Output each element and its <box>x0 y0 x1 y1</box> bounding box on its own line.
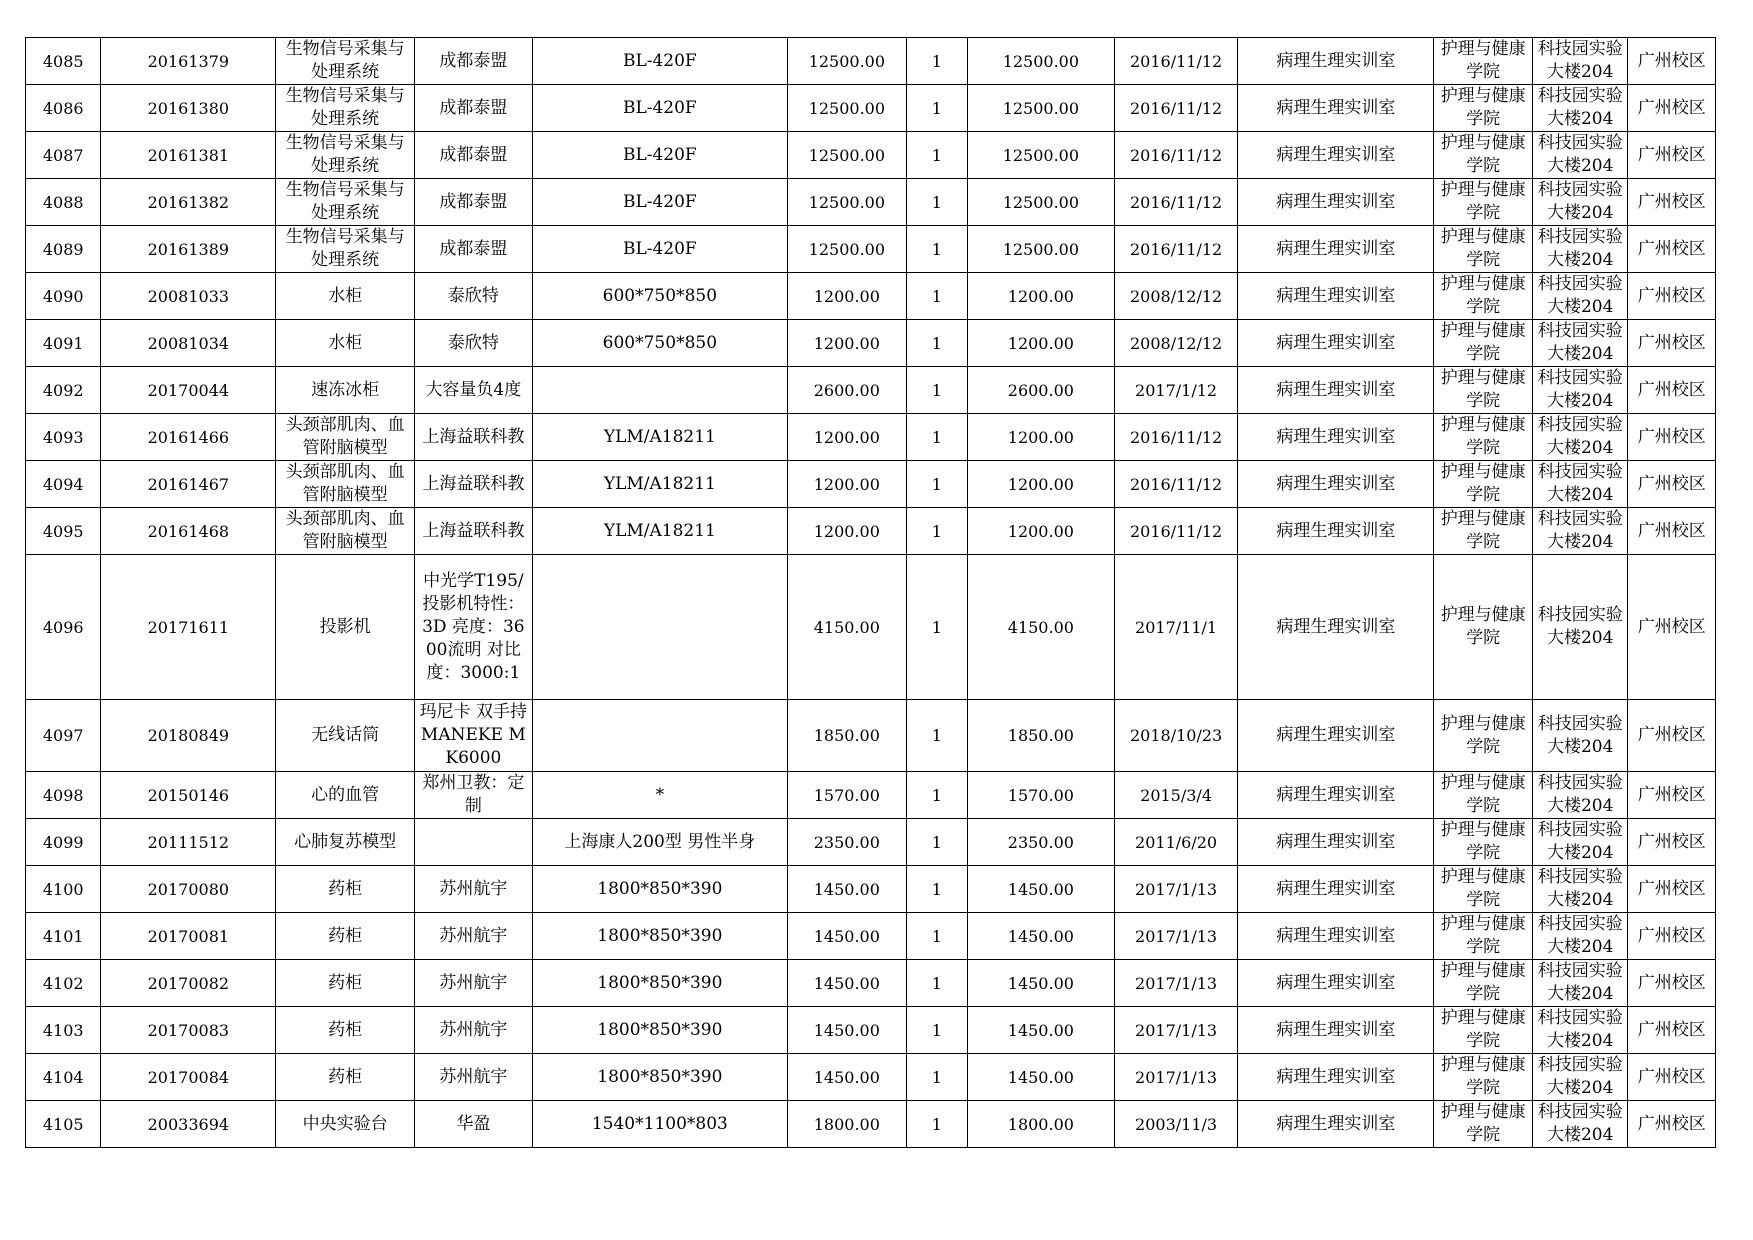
name-cell: 药柜 <box>276 960 415 1007</box>
college-cell: 护理与健康学院 <box>1434 38 1533 85</box>
location-cell: 科技园实验大楼204 <box>1532 1101 1628 1148</box>
location-cell: 科技园实验大楼204 <box>1532 226 1628 273</box>
name-cell: 生物信号采集与处理系统 <box>276 132 415 179</box>
model-cell <box>532 555 787 700</box>
table-row <box>26 508 1716 555</box>
campus-cell: 广州校区 <box>1628 461 1716 508</box>
brand-cell: 苏州航宇 <box>415 1007 533 1054</box>
seq-cell: 4104 <box>26 1054 101 1101</box>
asset-id-cell: 20170083 <box>101 1007 276 1054</box>
name-cell: 药柜 <box>276 1054 415 1101</box>
name-cell: 生物信号采集与处理系统 <box>276 38 415 85</box>
name-cell: 投影机 <box>276 555 415 700</box>
name-cell: 速冻冰柜 <box>276 367 415 414</box>
seq-cell: 4100 <box>26 866 101 913</box>
college-cell: 护理与健康学院 <box>1434 1007 1533 1054</box>
campus-cell: 广州校区 <box>1628 1054 1716 1101</box>
quantity-cell: 1 <box>906 819 967 866</box>
unit-price-cell: 1450.00 <box>788 913 907 960</box>
asset-id-cell: 20170084 <box>101 1054 276 1101</box>
location-cell: 科技园实验大楼204 <box>1532 866 1628 913</box>
campus-cell: 广州校区 <box>1628 866 1716 913</box>
campus-cell: 广州校区 <box>1628 132 1716 179</box>
purchase-date-cell: 2016/11/12 <box>1114 132 1238 179</box>
room-cell: 病理生理实训室 <box>1238 960 1434 1007</box>
table-row <box>26 913 1716 960</box>
purchase-date-cell: 2011/6/20 <box>1114 819 1238 866</box>
name-cell: 心的血管 <box>276 772 415 819</box>
campus-cell: 广州校区 <box>1628 273 1716 320</box>
model-cell: 1800*850*390 <box>532 1054 787 1101</box>
seq-cell: 4096 <box>26 555 101 700</box>
unit-price-cell: 1200.00 <box>788 508 907 555</box>
location-cell: 科技园实验大楼204 <box>1532 320 1628 367</box>
unit-price-cell: 12500.00 <box>788 38 907 85</box>
seq-cell: 4088 <box>26 179 101 226</box>
location-cell: 科技园实验大楼204 <box>1532 555 1628 700</box>
brand-cell: 苏州航宇 <box>415 913 533 960</box>
brand-cell: 大容量负4度 <box>415 367 533 414</box>
unit-price-cell: 1200.00 <box>788 273 907 320</box>
unit-price-cell: 12500.00 <box>788 132 907 179</box>
seq-cell: 4097 <box>26 700 101 772</box>
campus-cell: 广州校区 <box>1628 179 1716 226</box>
asset-id-cell: 20161389 <box>101 226 276 273</box>
table-row <box>26 866 1716 913</box>
room-cell: 病理生理实训室 <box>1238 700 1434 772</box>
asset-id-cell: 20161468 <box>101 508 276 555</box>
brand-cell: 上海益联科教 <box>415 508 533 555</box>
unit-price-cell: 4150.00 <box>788 555 907 700</box>
brand-cell: 泰欣特 <box>415 273 533 320</box>
room-cell: 病理生理实训室 <box>1238 273 1434 320</box>
asset-id-cell: 20180849 <box>101 700 276 772</box>
purchase-date-cell: 2017/1/12 <box>1114 367 1238 414</box>
table-row <box>26 700 1716 772</box>
purchase-date-cell: 2016/11/12 <box>1114 85 1238 132</box>
room-cell: 病理生理实训室 <box>1238 85 1434 132</box>
asset-id-cell: 20171611 <box>101 555 276 700</box>
seq-cell: 4089 <box>26 226 101 273</box>
room-cell: 病理生理实训室 <box>1238 508 1434 555</box>
campus-cell: 广州校区 <box>1628 320 1716 367</box>
college-cell: 护理与健康学院 <box>1434 226 1533 273</box>
seq-cell: 4099 <box>26 819 101 866</box>
asset-id-cell: 20161382 <box>101 179 276 226</box>
location-cell: 科技园实验大楼204 <box>1532 819 1628 866</box>
room-cell: 病理生理实训室 <box>1238 866 1434 913</box>
amount-cell: 12500.00 <box>967 85 1114 132</box>
purchase-date-cell: 2017/1/13 <box>1114 913 1238 960</box>
quantity-cell: 1 <box>906 1101 967 1148</box>
quantity-cell: 1 <box>906 913 967 960</box>
seq-cell: 4086 <box>26 85 101 132</box>
unit-price-cell: 12500.00 <box>788 179 907 226</box>
seq-cell: 4105 <box>26 1101 101 1148</box>
name-cell: 头颈部肌肉、血管附脑模型 <box>276 414 415 461</box>
asset-id-cell: 20033694 <box>101 1101 276 1148</box>
quantity-cell: 1 <box>906 132 967 179</box>
table-row <box>26 555 1716 700</box>
model-cell: YLM/A18211 <box>532 508 787 555</box>
campus-cell: 广州校区 <box>1628 1101 1716 1148</box>
table-row <box>26 772 1716 819</box>
location-cell: 科技园实验大楼204 <box>1532 1054 1628 1101</box>
unit-price-cell: 1450.00 <box>788 1054 907 1101</box>
name-cell: 中央实验台 <box>276 1101 415 1148</box>
amount-cell: 1200.00 <box>967 320 1114 367</box>
quantity-cell: 1 <box>906 866 967 913</box>
brand-cell: 玛尼卡 双手持MANEKE MK6000 <box>415 700 533 772</box>
room-cell: 病理生理实训室 <box>1238 1101 1434 1148</box>
table-row <box>26 132 1716 179</box>
room-cell: 病理生理实训室 <box>1238 555 1434 700</box>
seq-cell: 4091 <box>26 320 101 367</box>
location-cell: 科技园实验大楼204 <box>1532 367 1628 414</box>
table-row <box>26 819 1716 866</box>
asset-id-cell: 20161381 <box>101 132 276 179</box>
quantity-cell: 1 <box>906 1007 967 1054</box>
table-row <box>26 960 1716 1007</box>
location-cell: 科技园实验大楼204 <box>1532 179 1628 226</box>
quantity-cell: 1 <box>906 320 967 367</box>
campus-cell: 广州校区 <box>1628 85 1716 132</box>
campus-cell: 广州校区 <box>1628 960 1716 1007</box>
model-cell: YLM/A18211 <box>532 414 787 461</box>
amount-cell: 4150.00 <box>967 555 1114 700</box>
asset-id-cell: 20170044 <box>101 367 276 414</box>
amount-cell: 1450.00 <box>967 1054 1114 1101</box>
name-cell: 药柜 <box>276 866 415 913</box>
name-cell: 药柜 <box>276 913 415 960</box>
table-row <box>26 1054 1716 1101</box>
location-cell: 科技园实验大楼204 <box>1532 414 1628 461</box>
table-row <box>26 367 1716 414</box>
quantity-cell: 1 <box>906 414 967 461</box>
room-cell: 病理生理实训室 <box>1238 226 1434 273</box>
amount-cell: 1850.00 <box>967 700 1114 772</box>
brand-cell: 郑州卫教：定制 <box>415 772 533 819</box>
brand-cell: 苏州航宇 <box>415 866 533 913</box>
brand-cell: 成都泰盟 <box>415 85 533 132</box>
quantity-cell: 1 <box>906 38 967 85</box>
amount-cell: 12500.00 <box>967 226 1114 273</box>
model-cell: 1800*850*390 <box>532 960 787 1007</box>
purchase-date-cell: 2016/11/12 <box>1114 179 1238 226</box>
name-cell: 无线话筒 <box>276 700 415 772</box>
amount-cell: 1450.00 <box>967 960 1114 1007</box>
campus-cell: 广州校区 <box>1628 38 1716 85</box>
college-cell: 护理与健康学院 <box>1434 414 1533 461</box>
name-cell: 头颈部肌肉、血管附脑模型 <box>276 508 415 555</box>
asset-table <box>25 37 1716 1148</box>
brand-cell: 泰欣特 <box>415 320 533 367</box>
campus-cell: 广州校区 <box>1628 772 1716 819</box>
table-row <box>26 320 1716 367</box>
campus-cell: 广州校区 <box>1628 414 1716 461</box>
college-cell: 护理与健康学院 <box>1434 179 1533 226</box>
table-row <box>26 414 1716 461</box>
amount-cell: 1800.00 <box>967 1101 1114 1148</box>
location-cell: 科技园实验大楼204 <box>1532 132 1628 179</box>
table-row <box>26 38 1716 85</box>
seq-cell: 4098 <box>26 772 101 819</box>
room-cell: 病理生理实训室 <box>1238 179 1434 226</box>
room-cell: 病理生理实训室 <box>1238 461 1434 508</box>
name-cell: 心肺复苏模型 <box>276 819 415 866</box>
unit-price-cell: 1450.00 <box>788 960 907 1007</box>
amount-cell: 1570.00 <box>967 772 1114 819</box>
name-cell: 头颈部肌肉、血管附脑模型 <box>276 461 415 508</box>
room-cell: 病理生理实训室 <box>1238 367 1434 414</box>
location-cell: 科技园实验大楼204 <box>1532 960 1628 1007</box>
asset-id-cell: 20170081 <box>101 913 276 960</box>
college-cell: 护理与健康学院 <box>1434 132 1533 179</box>
quantity-cell: 1 <box>906 772 967 819</box>
model-cell: 1800*850*390 <box>532 1007 787 1054</box>
campus-cell: 广州校区 <box>1628 508 1716 555</box>
campus-cell: 广州校区 <box>1628 819 1716 866</box>
model-cell: 上海康人200型 男性半身 <box>532 819 787 866</box>
campus-cell: 广州校区 <box>1628 555 1716 700</box>
location-cell: 科技园实验大楼204 <box>1532 700 1628 772</box>
seq-cell: 4092 <box>26 367 101 414</box>
purchase-date-cell: 2017/1/13 <box>1114 1054 1238 1101</box>
quantity-cell: 1 <box>906 367 967 414</box>
seq-cell: 4093 <box>26 414 101 461</box>
amount-cell: 2600.00 <box>967 367 1114 414</box>
college-cell: 护理与健康学院 <box>1434 320 1533 367</box>
amount-cell: 1450.00 <box>967 913 1114 960</box>
quantity-cell: 1 <box>906 226 967 273</box>
amount-cell: 1450.00 <box>967 1007 1114 1054</box>
model-cell: BL-420F <box>532 38 787 85</box>
brand-cell: 成都泰盟 <box>415 226 533 273</box>
location-cell: 科技园实验大楼204 <box>1532 85 1628 132</box>
quantity-cell: 1 <box>906 1054 967 1101</box>
name-cell: 生物信号采集与处理系统 <box>276 226 415 273</box>
model-cell: * <box>532 772 787 819</box>
brand-cell: 成都泰盟 <box>415 38 533 85</box>
amount-cell: 1200.00 <box>967 273 1114 320</box>
purchase-date-cell: 2017/1/13 <box>1114 1007 1238 1054</box>
model-cell: 1800*850*390 <box>532 866 787 913</box>
asset-id-cell: 20170082 <box>101 960 276 1007</box>
college-cell: 护理与健康学院 <box>1434 85 1533 132</box>
college-cell: 护理与健康学院 <box>1434 772 1533 819</box>
unit-price-cell: 12500.00 <box>788 85 907 132</box>
purchase-date-cell: 2008/12/12 <box>1114 273 1238 320</box>
purchase-date-cell: 2017/1/13 <box>1114 960 1238 1007</box>
campus-cell: 广州校区 <box>1628 913 1716 960</box>
quantity-cell: 1 <box>906 508 967 555</box>
room-cell: 病理生理实训室 <box>1238 772 1434 819</box>
asset-id-cell: 20081033 <box>101 273 276 320</box>
model-cell: BL-420F <box>532 132 787 179</box>
asset-id-cell: 20161467 <box>101 461 276 508</box>
college-cell: 护理与健康学院 <box>1434 1101 1533 1148</box>
amount-cell: 2350.00 <box>967 819 1114 866</box>
college-cell: 护理与健康学院 <box>1434 273 1533 320</box>
asset-id-cell: 20111512 <box>101 819 276 866</box>
purchase-date-cell: 2016/11/12 <box>1114 461 1238 508</box>
brand-cell: 上海益联科教 <box>415 461 533 508</box>
table-row <box>26 179 1716 226</box>
name-cell: 生物信号采集与处理系统 <box>276 85 415 132</box>
quantity-cell: 1 <box>906 273 967 320</box>
brand-cell <box>415 819 533 866</box>
location-cell: 科技园实验大楼204 <box>1532 461 1628 508</box>
room-cell: 病理生理实训室 <box>1238 1007 1434 1054</box>
model-cell: BL-420F <box>532 226 787 273</box>
seq-cell: 4087 <box>26 132 101 179</box>
brand-cell: 成都泰盟 <box>415 132 533 179</box>
room-cell: 病理生理实训室 <box>1238 320 1434 367</box>
college-cell: 护理与健康学院 <box>1434 367 1533 414</box>
amount-cell: 1200.00 <box>967 461 1114 508</box>
unit-price-cell: 12500.00 <box>788 226 907 273</box>
name-cell: 生物信号采集与处理系统 <box>276 179 415 226</box>
quantity-cell: 1 <box>906 461 967 508</box>
unit-price-cell: 1200.00 <box>788 414 907 461</box>
quantity-cell: 1 <box>906 179 967 226</box>
room-cell: 病理生理实训室 <box>1238 1054 1434 1101</box>
purchase-date-cell: 2008/12/12 <box>1114 320 1238 367</box>
purchase-date-cell: 2016/11/12 <box>1114 226 1238 273</box>
college-cell: 护理与健康学院 <box>1434 913 1533 960</box>
room-cell: 病理生理实训室 <box>1238 913 1434 960</box>
model-cell: YLM/A18211 <box>532 461 787 508</box>
location-cell: 科技园实验大楼204 <box>1532 273 1628 320</box>
name-cell: 水柜 <box>276 273 415 320</box>
campus-cell: 广州校区 <box>1628 1007 1716 1054</box>
campus-cell: 广州校区 <box>1628 700 1716 772</box>
table-row <box>26 226 1716 273</box>
purchase-date-cell: 2016/11/12 <box>1114 38 1238 85</box>
college-cell: 护理与健康学院 <box>1434 866 1533 913</box>
amount-cell: 1450.00 <box>967 866 1114 913</box>
location-cell: 科技园实验大楼204 <box>1532 508 1628 555</box>
seq-cell: 4101 <box>26 913 101 960</box>
model-cell: 600*750*850 <box>532 320 787 367</box>
amount-cell: 12500.00 <box>967 132 1114 179</box>
seq-cell: 4094 <box>26 461 101 508</box>
name-cell: 水柜 <box>276 320 415 367</box>
unit-price-cell: 1800.00 <box>788 1101 907 1148</box>
model-cell: 600*750*850 <box>532 273 787 320</box>
brand-cell: 中光学T195/投影机特性：3D 亮度：3600流明 对比度：3000:1 <box>415 555 533 700</box>
room-cell: 病理生理实训室 <box>1238 38 1434 85</box>
asset-id-cell: 20161379 <box>101 38 276 85</box>
unit-price-cell: 2350.00 <box>788 819 907 866</box>
model-cell: 1540*1100*803 <box>532 1101 787 1148</box>
purchase-date-cell: 2016/11/12 <box>1114 508 1238 555</box>
model-cell <box>532 367 787 414</box>
brand-cell: 上海益联科教 <box>415 414 533 461</box>
unit-price-cell: 1200.00 <box>788 461 907 508</box>
purchase-date-cell: 2017/11/1 <box>1114 555 1238 700</box>
location-cell: 科技园实验大楼204 <box>1532 1007 1628 1054</box>
brand-cell: 成都泰盟 <box>415 179 533 226</box>
unit-price-cell: 1200.00 <box>788 320 907 367</box>
location-cell: 科技园实验大楼204 <box>1532 772 1628 819</box>
purchase-date-cell: 2003/11/3 <box>1114 1101 1238 1148</box>
model-cell: BL-420F <box>532 179 787 226</box>
asset-id-cell: 20170080 <box>101 866 276 913</box>
seq-cell: 4090 <box>26 273 101 320</box>
unit-price-cell: 1450.00 <box>788 1007 907 1054</box>
amount-cell: 1200.00 <box>967 414 1114 461</box>
quantity-cell: 1 <box>906 85 967 132</box>
amount-cell: 12500.00 <box>967 179 1114 226</box>
seq-cell: 4095 <box>26 508 101 555</box>
college-cell: 护理与健康学院 <box>1434 1054 1533 1101</box>
brand-cell: 苏州航宇 <box>415 1054 533 1101</box>
purchase-date-cell: 2018/10/23 <box>1114 700 1238 772</box>
table-row <box>26 1101 1716 1148</box>
amount-cell: 12500.00 <box>967 38 1114 85</box>
table-body <box>26 38 1716 1148</box>
model-cell: BL-420F <box>532 85 787 132</box>
unit-price-cell: 1570.00 <box>788 772 907 819</box>
college-cell: 护理与健康学院 <box>1434 819 1533 866</box>
table-row <box>26 273 1716 320</box>
college-cell: 护理与健康学院 <box>1434 461 1533 508</box>
model-cell: 1800*850*390 <box>532 913 787 960</box>
college-cell: 护理与健康学院 <box>1434 508 1533 555</box>
seq-cell: 4102 <box>26 960 101 1007</box>
asset-id-cell: 20081034 <box>101 320 276 367</box>
model-cell <box>532 700 787 772</box>
amount-cell: 1200.00 <box>967 508 1114 555</box>
campus-cell: 广州校区 <box>1628 226 1716 273</box>
name-cell: 药柜 <box>276 1007 415 1054</box>
table-row <box>26 85 1716 132</box>
asset-id-cell: 20161380 <box>101 85 276 132</box>
college-cell: 护理与健康学院 <box>1434 555 1533 700</box>
unit-price-cell: 2600.00 <box>788 367 907 414</box>
room-cell: 病理生理实训室 <box>1238 819 1434 866</box>
asset-id-cell: 20161466 <box>101 414 276 461</box>
seq-cell: 4085 <box>26 38 101 85</box>
table-row <box>26 1007 1716 1054</box>
quantity-cell: 1 <box>906 700 967 772</box>
purchase-date-cell: 2016/11/12 <box>1114 414 1238 461</box>
unit-price-cell: 1450.00 <box>788 866 907 913</box>
asset-id-cell: 20150146 <box>101 772 276 819</box>
purchase-date-cell: 2015/3/4 <box>1114 772 1238 819</box>
brand-cell: 苏州航宇 <box>415 960 533 1007</box>
room-cell: 病理生理实训室 <box>1238 132 1434 179</box>
location-cell: 科技园实验大楼204 <box>1532 913 1628 960</box>
room-cell: 病理生理实训室 <box>1238 414 1434 461</box>
seq-cell: 4103 <box>26 1007 101 1054</box>
location-cell: 科技园实验大楼204 <box>1532 38 1628 85</box>
campus-cell: 广州校区 <box>1628 367 1716 414</box>
quantity-cell: 1 <box>906 960 967 1007</box>
unit-price-cell: 1850.00 <box>788 700 907 772</box>
college-cell: 护理与健康学院 <box>1434 700 1533 772</box>
brand-cell: 华盈 <box>415 1101 533 1148</box>
purchase-date-cell: 2017/1/13 <box>1114 866 1238 913</box>
quantity-cell: 1 <box>906 555 967 700</box>
college-cell: 护理与健康学院 <box>1434 960 1533 1007</box>
table-row <box>26 461 1716 508</box>
